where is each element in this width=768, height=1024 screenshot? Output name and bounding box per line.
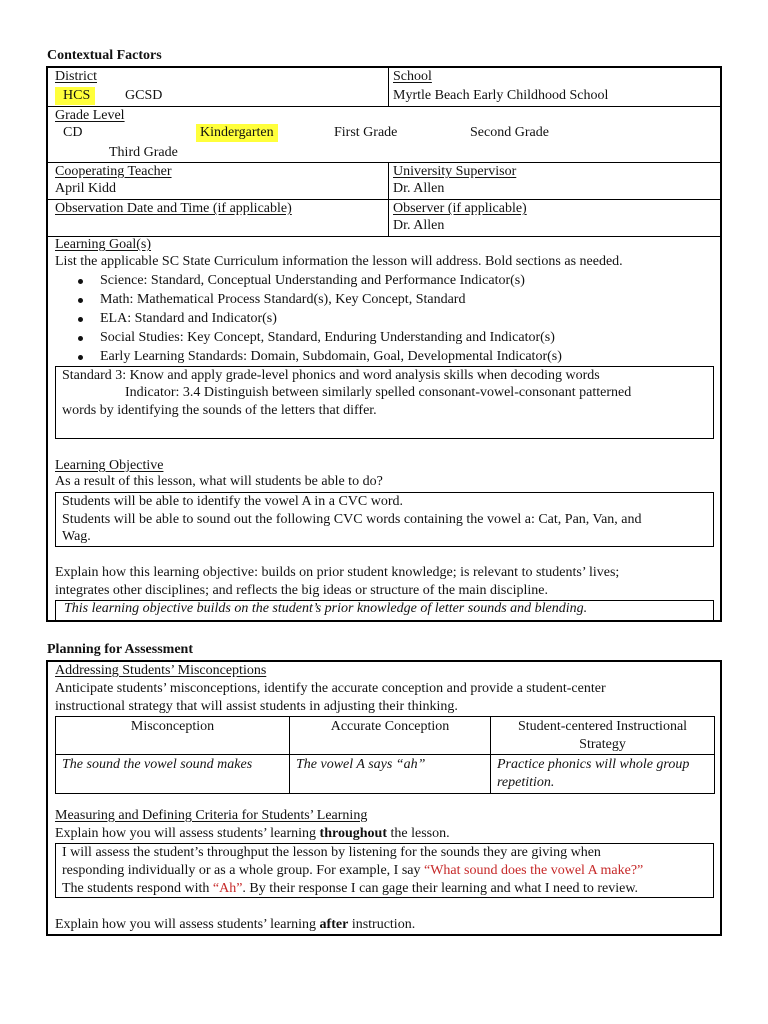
learning-objective-label: Learning Objective xyxy=(55,458,164,473)
table-header-row xyxy=(56,717,715,755)
prompt-emphasis: throughout xyxy=(319,826,387,841)
explain-response-box xyxy=(55,600,714,622)
standard-line: Standard 3: Know and apply grade-level phonics and word analysis skills when decoding words xyxy=(62,368,600,383)
standard-line: words by identifying the sounds of the letters that differ. xyxy=(62,403,377,418)
table-row xyxy=(56,755,715,794)
misconceptions-instruction: Anticipate students’ misconceptions, identify the accurate conception and provide a student-center xyxy=(55,681,606,696)
list-item xyxy=(46,329,722,347)
bullet-marker xyxy=(78,317,83,322)
prompt-text: the lesson. xyxy=(386,826,450,841)
school-label: School xyxy=(393,69,432,84)
table-cell: The vowel A says “ah” xyxy=(290,755,491,794)
column-divider xyxy=(388,66,389,106)
standard-response-box xyxy=(55,366,714,439)
district-option-hcs xyxy=(55,87,95,105)
bullet-marker xyxy=(78,298,83,303)
list-item-text: Early Learning Standards: Domain, Subdomain, Goal, Developmental Indicator(s) xyxy=(100,349,562,364)
criteria-line xyxy=(62,862,643,880)
table-cell: The sound the vowel sound makes xyxy=(56,755,290,794)
column-header-strategy: Student-centered Instructional Strategy xyxy=(491,717,715,755)
contextual-factors-table xyxy=(46,66,722,622)
row-divider xyxy=(46,106,722,107)
list-item xyxy=(46,310,722,328)
grade-level-label: Grade Level xyxy=(55,108,125,123)
student-answer-quote: “Ah” xyxy=(212,881,243,896)
grade-option-cd: CD xyxy=(63,125,83,140)
grade-option-third: Third Grade xyxy=(109,145,178,160)
district-label: District xyxy=(55,69,97,84)
cooperating-teacher-value: April Kidd xyxy=(55,181,117,196)
criteria-text: . By their response I can gage their learning and what I need to review. xyxy=(242,881,639,896)
criteria-line: I will assess the student’s throughput the lesson by listening for the sounds they are giving when xyxy=(62,845,601,860)
list-item xyxy=(46,272,722,290)
list-item-text: Social Studies: Key Concept, Standard, Enduring Understanding and Indicator(s) xyxy=(100,330,555,345)
throughout-prompt xyxy=(55,825,450,843)
grade-option-first: First Grade xyxy=(334,125,398,140)
objective-line: Students will be able to sound out the following CVC words containing the vowel a: Cat, Pan, Van, and xyxy=(62,512,642,527)
district-option-gcsd: GCSD xyxy=(125,88,163,103)
list-item-text: Science: Standard, Conceptual Understanding and Performance Indicator(s) xyxy=(100,273,525,288)
district-option-hcs-text: HCS xyxy=(55,87,95,105)
planning-for-assessment-heading: Planning for Assessment xyxy=(47,642,193,657)
grade-option-kindergarten xyxy=(196,124,278,142)
misconceptions-instruction: instructional strategy that will assist students in adjusting their thinking. xyxy=(55,699,458,714)
column-header-accurate-conception: Accurate Conception xyxy=(290,717,491,755)
after-prompt xyxy=(55,916,415,934)
objective-explain-prompt: Explain how this learning objective: builds on prior student knowledge; is relevant to students’ lives; xyxy=(55,565,620,580)
list-item-text: ELA: Standard and Indicator(s) xyxy=(100,311,277,326)
explain-response-text: This learning objective builds on the student’s prior knowledge of letter sounds and blending. xyxy=(64,601,588,616)
learning-goals-label: Learning Goal(s) xyxy=(55,237,152,252)
objective-line: Wag. xyxy=(62,529,91,544)
teacher-question-quote: “What sound does the vowel A make?” xyxy=(423,863,644,878)
school-value: Myrtle Beach Early Childhood School xyxy=(393,88,609,103)
table-cell: Practice phonics will whole group repetition. xyxy=(491,755,715,794)
planning-for-assessment-table xyxy=(46,660,722,936)
university-supervisor-label: University Supervisor xyxy=(393,164,517,179)
misconception-table xyxy=(55,716,715,794)
bullet-marker xyxy=(78,279,83,284)
misconceptions-label: Addressing Students’ Misconceptions xyxy=(55,663,267,678)
objective-response-box xyxy=(55,492,714,547)
bullet-marker xyxy=(78,336,83,341)
indicator-line: Indicator: 3.4 Distinguish between similarly spelled consonant-vowel-consonant patterned xyxy=(125,385,632,400)
criteria-line xyxy=(62,880,638,898)
criteria-text: responding individually or as a whole group. For example, I say xyxy=(62,863,424,878)
objective-line: Students will be able to identify the vowel A in a CVC word. xyxy=(62,494,404,509)
learning-objective-prompt: As a result of this lesson, what will students be able to do? xyxy=(55,474,383,489)
prompt-emphasis: after xyxy=(319,917,349,932)
bullet-marker xyxy=(78,355,83,360)
criteria-response-box xyxy=(55,843,714,898)
observer-value: Dr. Allen xyxy=(393,218,445,233)
criteria-label: Measuring and Defining Criteria for Students’ Learning xyxy=(55,808,368,823)
observation-date-label: Observation Date and Time (if applicable) xyxy=(55,201,292,216)
column-header-misconception: Misconception xyxy=(56,717,290,755)
contextual-factors-heading: Contextual Factors xyxy=(47,48,162,63)
university-supervisor-value: Dr. Allen xyxy=(393,181,445,196)
grade-option-kindergarten-text: Kindergarten xyxy=(196,124,278,142)
grade-option-second: Second Grade xyxy=(470,125,549,140)
observer-label: Observer (if applicable) xyxy=(393,201,527,216)
list-item-text: Math: Mathematical Process Standard(s), Key Concept, Standard xyxy=(100,292,466,307)
learning-goals-instruction: List the applicable SC State Curriculum information the lesson will address. Bold sections as needed. xyxy=(55,254,623,269)
list-item xyxy=(46,291,722,309)
criteria-text: The students respond with xyxy=(62,881,213,896)
prompt-text: Explain how you will assess students’ learning xyxy=(55,826,320,841)
cooperating-teacher-label: Cooperating Teacher xyxy=(55,164,172,179)
objective-explain-prompt: integrates other disciplines; and reflects the big ideas or structure of the main discipline. xyxy=(55,583,548,598)
prompt-text: instruction. xyxy=(348,917,416,932)
prompt-text: Explain how you will assess students’ learning xyxy=(55,917,320,932)
list-item xyxy=(46,348,722,366)
